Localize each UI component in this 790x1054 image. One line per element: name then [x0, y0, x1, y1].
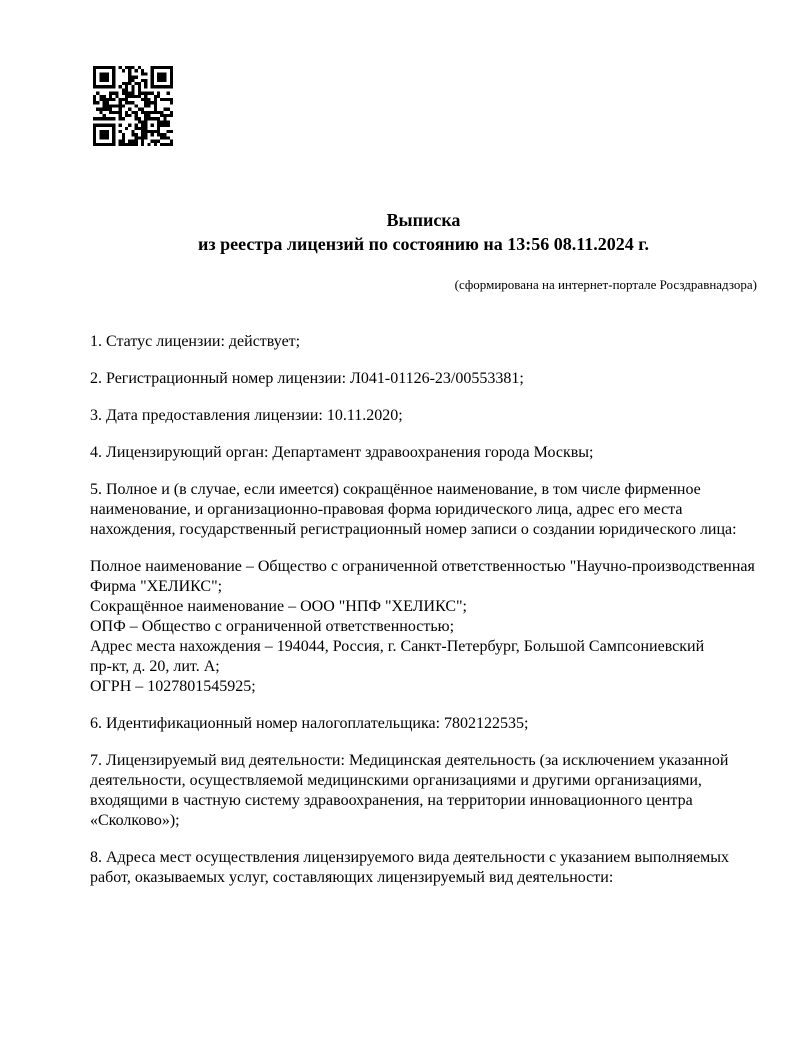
- document-subtitle: (сформирована на интернет-портале Росздравнадзора): [454, 277, 757, 292]
- document-title: [90, 208, 757, 256]
- paragraph-line: 2. Регистрационный номер лицензии: Л041-01126-23/00553381;: [90, 370, 524, 387]
- paragraph: [90, 443, 790, 463]
- paragraph-line: нахождения, государственный регистрационный номер записи о создании юридического лица:: [90, 521, 737, 538]
- paragraph-line: Адрес места нахождения – 194044, Россия, г. Санкт-Петербург, Большой Сампсониевский: [90, 638, 705, 655]
- paragraph-line: «Сколково»);: [90, 812, 180, 829]
- paragraph: [90, 406, 790, 426]
- paragraph: [90, 332, 790, 352]
- paragraph-line: пр-кт, д. 20, лит. А;: [90, 658, 220, 675]
- title-line-1: Выписка: [386, 210, 461, 230]
- paragraph: [90, 751, 790, 831]
- paragraph-line: ОГРН – 1027801545925;: [90, 678, 256, 695]
- title-line-2: из реестра лицензий по состоянию на 13:56 08.11.2024 г.: [198, 234, 649, 254]
- paragraph-line: работ, оказываемых услуг, составляющих лицензируемый вид деятельности:: [90, 869, 614, 886]
- paragraph-line: наименование, и организационно-правовая форма юридического лица, адрес его места: [90, 501, 683, 518]
- paragraph: [90, 848, 790, 888]
- paragraph-line: Фирма "ХЕЛИКС";: [90, 578, 223, 595]
- paragraph: [90, 369, 790, 389]
- paragraph-line: 4. Лицензирующий орган: Департамент здравоохранения города Москвы;: [90, 444, 594, 461]
- paragraph-line: ОПФ – Общество с ограниченной ответственностью;: [90, 618, 455, 635]
- paragraph-line: входящими в частную систему здравоохранения, на территории инновационного центра: [90, 792, 693, 809]
- paragraph-line: 6. Идентификационный номер налогоплательщика: 7802122535;: [90, 715, 529, 732]
- paragraph: [90, 557, 790, 697]
- paragraph-line: 1. Статус лицензии: действует;: [90, 333, 301, 350]
- paragraph: [90, 714, 790, 734]
- paragraph-line: 8. Адреса мест осуществления лицензируемого вида деятельности с указанием выполняемых: [90, 849, 730, 866]
- paragraph-line: 7. Лицензируемый вид деятельности: Медицинская деятельность (за исключением указанной: [90, 752, 729, 769]
- paragraph-line: Сокращённое наименование – ООО "НПФ "ХЕЛИКС";: [90, 598, 467, 615]
- paragraph-line: 5. Полное и (в случае, если имеется) сокращённое наименование, в том числе фирменное: [90, 481, 701, 498]
- paragraph-line: Полное наименование – Общество с ограниченной ответственностью "Научно-производственная: [90, 558, 755, 575]
- paragraph: [90, 480, 790, 540]
- document-body: [90, 332, 790, 905]
- paragraph-line: деятельности, осуществляемой медицинскими организациями и другими организациями,: [90, 772, 702, 789]
- qr-code-svg: [93, 66, 173, 146]
- paragraph-line: 3. Дата предоставления лицензии: 10.11.2020;: [90, 407, 403, 424]
- qr-code-icon: [93, 66, 173, 146]
